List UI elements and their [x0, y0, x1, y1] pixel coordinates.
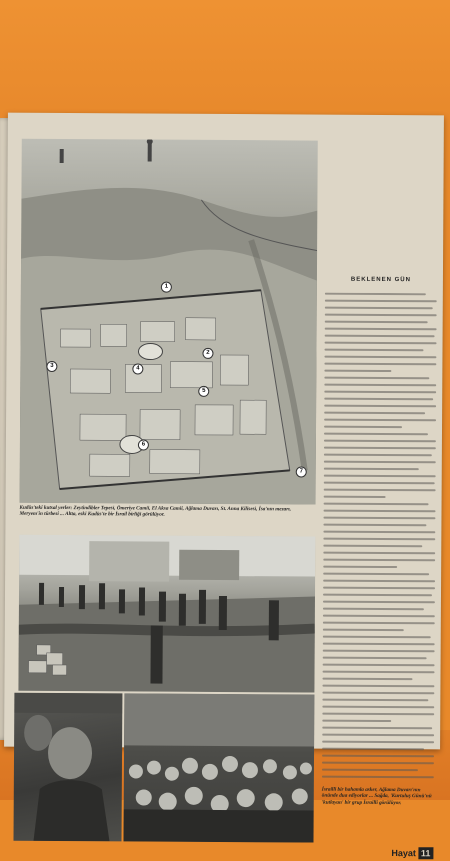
soldiers-street-photo	[18, 535, 315, 693]
map-label-1: 1	[161, 282, 172, 293]
map-label-3: 3	[46, 361, 57, 372]
map-label-2: 2	[202, 348, 213, 359]
page-footer	[391, 845, 435, 861]
crowd-photo-drawing	[123, 693, 314, 842]
map-drawing	[20, 139, 318, 505]
soldiers-photo-drawing	[18, 535, 315, 693]
map-label-4: 4	[132, 363, 143, 374]
orange-background-top	[0, 0, 450, 130]
magazine-brand: Hayat	[391, 848, 416, 859]
map-label-5: 5	[198, 386, 209, 397]
crowd-celebration-photo	[123, 693, 314, 842]
map-label-6: 6	[138, 439, 149, 450]
page-number: 11	[418, 847, 434, 859]
soldier-prayer-photo	[13, 693, 122, 842]
soldier-prayer-drawing	[13, 693, 122, 842]
bottom-photo-caption: İsrailli bir hahamla asker, Ağlama Duvarı'nın önünde dua ediyorlar ... Sağda, 'Kurtuluş Günü'nü 'kutlayan' bir grup İsrailli görülüyor.	[321, 786, 432, 806]
map-label-7: 7	[296, 466, 307, 477]
jerusalem-map-illustration	[20, 139, 318, 505]
magazine-page	[4, 113, 444, 859]
article-headline: BEKLENEN GÜN	[350, 276, 411, 284]
map-caption: Kudüs'teki kutsal yerler: Zeytindibler Tepesi, Ömeriye Camii, El Aksa Camii, Ağlama Duvarı, St. Anna Kilisesi, İsa'nın mezarı, Meryem'in türbesi ... Altta, eski Kudüs'te bir İsrail birliği görülüyor.	[19, 504, 292, 518]
article-text-column	[322, 293, 437, 784]
